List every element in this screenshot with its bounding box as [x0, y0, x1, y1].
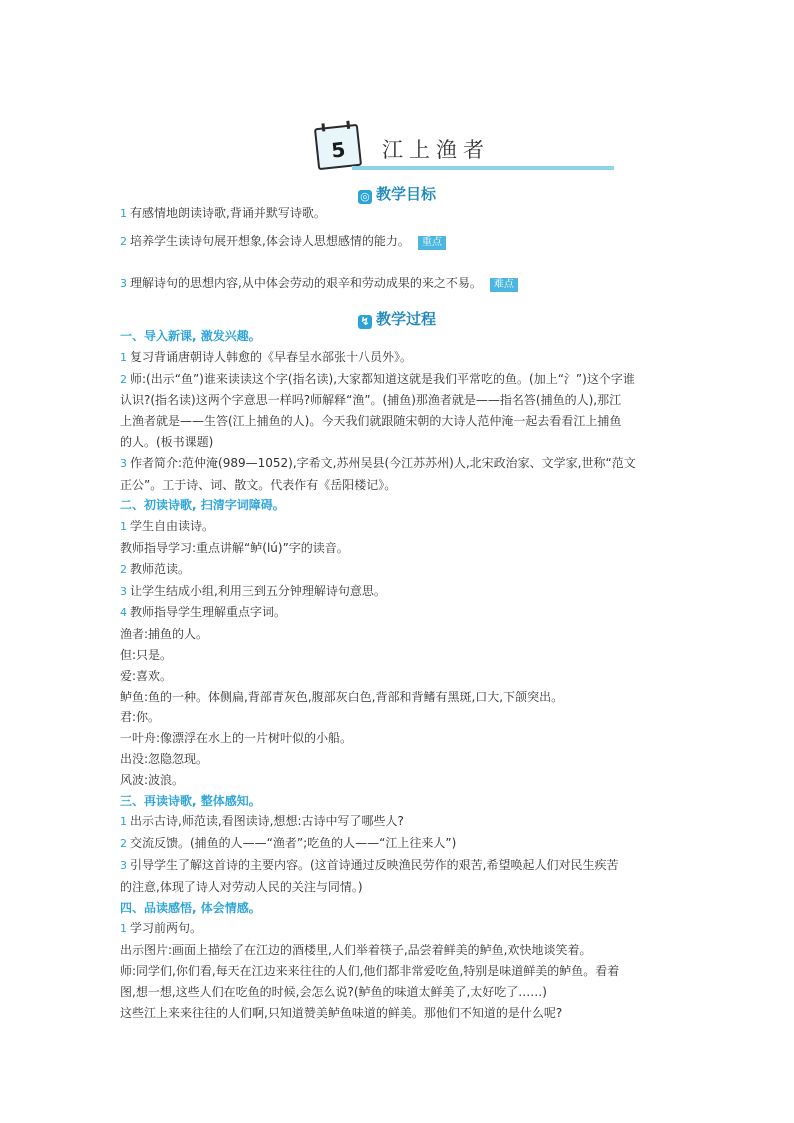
line-text: 引导学生了解这首诗的主要内容。(这首诗通过反映渔民劳作的艰苦,希望唤起人们对民生疾苦 [130, 857, 619, 872]
process-line [120, 770, 676, 791]
item-number: 3 [120, 584, 127, 598]
line-text: 鲈鱼:鱼的一种。体侧扁,背部青灰色,腹部灰白色,背部和背鳍有黑斑,口大,下颌突出。 [120, 689, 564, 704]
line-text: 让学生结成小组,利用三到五分钟理解诗句意思。 [130, 583, 386, 598]
process-line [120, 728, 676, 749]
target-icon: ◎ [358, 190, 372, 204]
process-line [120, 624, 676, 645]
process-line [120, 516, 676, 538]
process-line [120, 411, 676, 432]
goals-heading-text: 教学目标 [375, 185, 436, 203]
item-number: 1 [120, 922, 127, 936]
lesson-number: 5 [330, 137, 347, 163]
step-heading: 三、再读诗歌, 整体感知。 [120, 793, 261, 808]
line-text: 师:同学们,你们看,每天在江边来来往往的人们,他们都非常爱吃鱼,特别是味道鲜美的鲈鱼。看着 [120, 963, 620, 978]
process-line [120, 347, 676, 369]
process-line [120, 918, 676, 940]
process-line [120, 559, 676, 581]
line-text: 渔者:捕鱼的人。 [120, 627, 209, 642]
goal-number: 2 [120, 235, 127, 248]
line-text: 风波:波浪。 [120, 772, 185, 787]
goal-text: 有感情地朗读诗歌,背诵并默写诗歌。 [130, 206, 326, 220]
goal-text: 培养学生读诗句展开想象,体会诗人思想感情的能力。 [130, 234, 410, 248]
line-text: 图,想一想,这些人们在吃鱼的时候,会怎么说?(鲈鱼的味道太鲜美了,太好吃了……) [120, 984, 547, 999]
process-heading-text: 教学过程 [375, 310, 436, 328]
process-line [120, 453, 676, 475]
calendar-icon [314, 124, 362, 170]
goal-text: 理解诗句的思想内容,从中体会劳动的艰辛和劳动成果的来之不易。 [130, 276, 482, 290]
line-text: 出示图片:画面上描绘了在江边的酒楼里,人们举着筷子,品尝着鲜美的鲈鱼,欢快地谈笑着。 [120, 943, 592, 958]
line-text: 出没:忽隐忽现。 [120, 751, 209, 766]
item-number: 3 [120, 858, 127, 872]
item-number: 4 [120, 606, 127, 620]
process-line [120, 707, 676, 728]
process-line [120, 581, 676, 603]
process-body [120, 326, 676, 1023]
line-text: 认识?(指名读)这两个字意思一样吗?师解释“渔”。(捕鱼)那渔者就是——指名答(捕鱼的人),那江 [120, 393, 622, 408]
goal-number: 1 [120, 207, 127, 220]
line-text: 这些江上来来往往的人们啊,只知道赞美鲈鱼味道的鲜美。那他们不知道的是什么呢? [120, 1005, 563, 1020]
line-text: 学习前两句。 [130, 921, 203, 936]
line-text: 复习背诵唐朝诗人韩愈的《早春呈水部张十八员外》。 [130, 349, 413, 364]
line-text: 爱:喜欢。 [120, 668, 173, 683]
process-line [120, 855, 676, 877]
goal-item [120, 204, 326, 221]
item-number: 2 [120, 372, 127, 386]
process-line [120, 538, 676, 559]
line-text: 教师指导学习:重点讲解“鲈(lú)”字的读音。 [120, 540, 349, 555]
item-number: 2 [120, 837, 127, 851]
line-text: 正公”。工于诗、词、散文。代表作有《岳阳楼记》。 [120, 477, 397, 492]
process-line [120, 475, 676, 496]
item-number: 3 [120, 456, 127, 470]
process-line [120, 390, 676, 411]
item-number: 1 [120, 350, 127, 364]
process-icon: ↯ [358, 315, 372, 329]
process-line [120, 877, 676, 898]
process-line [120, 432, 676, 453]
line-text: 师:(出示“鱼”)谁来读读这个字(指名读),大家都知道这就是我们平常吃的鱼。(加上“氵”)这个字谁 [130, 371, 635, 386]
line-text: 交流反馈。(捕鱼的人——“渔者”;吃鱼的人——“江上往来人”) [130, 836, 457, 851]
process-line [120, 687, 676, 708]
title-underline [352, 166, 614, 170]
line-text: 的注意,体现了诗人对劳动人民的关注与同情。) [120, 879, 363, 894]
step-heading: 四、品读感悟, 体会情感。 [120, 900, 261, 915]
process-line [120, 369, 676, 391]
item-number: 1 [120, 815, 127, 829]
line-text: 学生自由读诗。 [130, 519, 215, 534]
goal-tag-badge: 难点 [490, 278, 518, 292]
line-text: 作者简介:范仲淹(989—1052),字希文,苏州吴县(今江苏苏州)人,北宋政治家、文学家,世称“范文 [130, 455, 636, 470]
process-line [120, 749, 676, 770]
item-number: 2 [120, 562, 127, 576]
lesson-header [312, 120, 614, 172]
line-text: 出示古诗,师范读,看图读诗,想想:古诗中写了哪些人? [130, 814, 404, 829]
line-text: 上渔者就是——生答(江上捕鱼的人)。今天我们就跟随宋朝的大诗人范仲淹一起去看看江上捕鱼 [120, 414, 622, 429]
line-text: 教师指导学生理解重点字词。 [130, 605, 287, 620]
calendar-rings [321, 121, 350, 132]
process-line [120, 982, 676, 1003]
line-text: 教师范读。 [130, 561, 191, 576]
goals-heading [0, 183, 794, 204]
process-line [120, 833, 676, 855]
line-text: 的人。(板书课题) [120, 434, 214, 449]
goal-number: 3 [120, 277, 127, 290]
process-line [120, 940, 676, 961]
process-line [120, 961, 676, 982]
process-line [120, 1003, 676, 1024]
goal-item [120, 274, 518, 292]
line-text: 君:你。 [120, 710, 161, 725]
line-text: 一叶舟:像漂浮在水上的一片树叶似的小船。 [120, 731, 353, 746]
step-heading: 一、导入新课, 激发兴趣。 [120, 329, 261, 343]
lesson-title: 江上渔者 [382, 138, 490, 162]
goal-tag-badge: 重点 [418, 236, 446, 250]
process-line [120, 811, 676, 833]
goal-item [120, 232, 446, 250]
process-line [120, 645, 676, 666]
process-line [120, 666, 676, 687]
line-text: 但:只是。 [120, 647, 173, 662]
process-line [120, 602, 676, 624]
item-number: 1 [120, 520, 127, 534]
step-heading: 二、初读诗歌, 扫清字词障碍。 [120, 498, 285, 513]
